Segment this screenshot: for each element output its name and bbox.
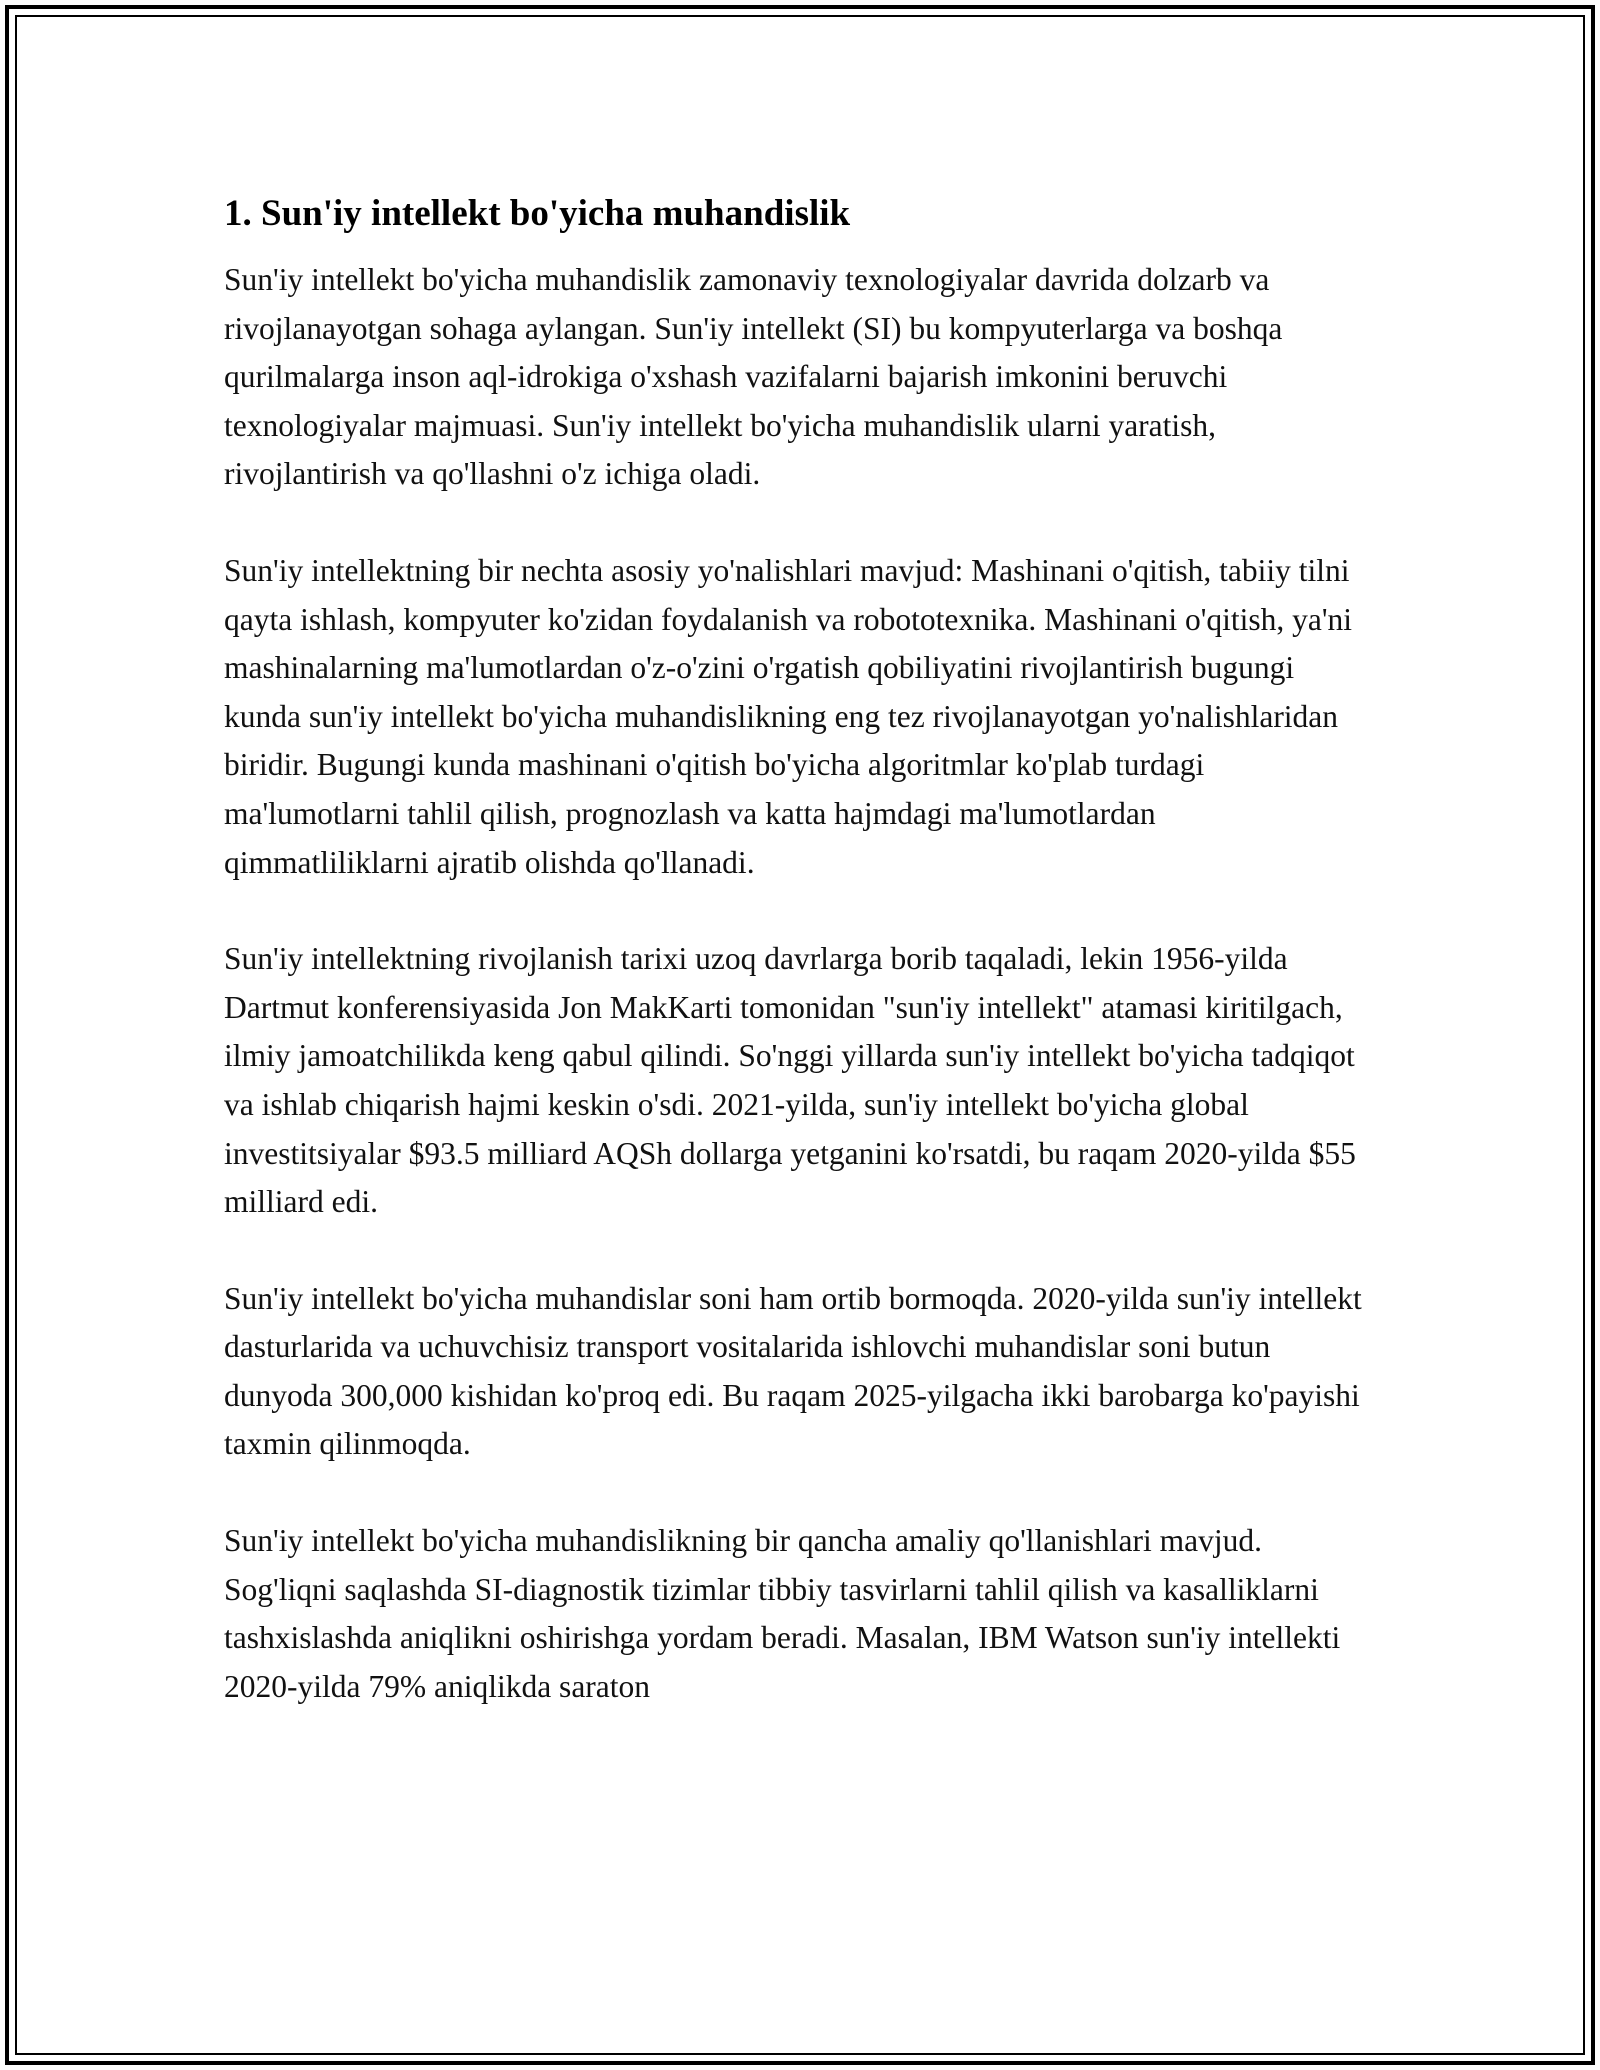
document-body <box>224 186 1364 1759</box>
paragraph-5: Sun'iy intellekt bo'yicha muhandislikning bir qancha amaliy qo'llanishlari mavjud. Sog'liqni saqlashda SI-diagnostik tizimlar tibbiy tasvirlarni tahlil qilish va kasalliklarni tashxislashda aniqlikni oshirishga yordam beradi. Masalan, IBM Watson sun'iy intellekti 2020-yilda 79% aniqlikda saraton <box>224 1523 1341 1704</box>
paragraph-1: Sun'iy intellekt bo'yicha muhandislik zamonaviy texnologiyalar davrida dolzarb va rivojlanayotgan sohaga aylangan. Sun'iy intellekt (SI) bu kompyuterlarga va boshqa qurilmalarga inson aql-idrokiga o'xshash vazifalarni bajarish imkonini beruvchi texnologiyalar majmuasi. Sun'iy intellekt bo'yicha muhandislik ularni yaratish, rivojlantirish va qo'llashni o'z ichiga oladi. <box>224 262 1283 492</box>
section-heading: 1. Sun'iy intellekt bo'yicha muhandislik <box>224 193 851 234</box>
paragraph-3: Sun'iy intellektning rivojlanish tarixi uzoq davrlarga borib taqaladi, lekin 1956-yilda Dartmut konferensiyasida Jon MakKarti tomonidan "sun'iy intellekt" atamasi kiritilgach, ilmiy jamoatchilikda keng qabul qilindi. So'nggi yillarda sun'iy intellekt bo'yicha tadqiqot va ishlab chiqarish hajmi keskin o'sdi. 2021-yilda, sun'iy intellekt bo'yicha global investitsiyalar $93.5 milliard AQSh dollarga yetganini ko'rsatdi, bu raqam 2020-yilda $55 milliard edi. <box>224 941 1356 1220</box>
paragraph-2: Sun'iy intellektning bir nechta asosiy yo'nalishlari mavjud: Mashinani o'qitish, tabiiy tilni qayta ishlash, kompyuter ko'zidan foydalanish va robototexnika. Mashinani o'qitish, ya'ni mashinalarning ma'lumotlardan o'z-o'zini o'rgatish qobiliyatini rivojlantirish bugungi kunda sun'iy intellekt bo'yicha muhandislikning eng tez rivojlanayotgan yo'nalishlaridan biridir. Bugungi kunda mashinani o'qitish bo'yicha algoritmlar ko'plab turdagi ma'lumotlarni tahlil qilish, prognozlash va katta hajmdagi ma'lumotlardan qimmatliliklarni ajratib olishda qo'llanadi. <box>224 552 1353 880</box>
paragraph-4: Sun'iy intellekt bo'yicha muhandislar soni ham ortib bormoqda. 2020-yilda sun'iy intellekt dasturlarida va uchuvchisiz transport vositalarida ishlovchi muhandislar soni butun dunyoda 300,000 kishidan ko'proq edi. Bu raqam 2025-yilgacha ikki barobarga ko'payishi taxmin qilinmoqda. <box>224 1280 1362 1462</box>
